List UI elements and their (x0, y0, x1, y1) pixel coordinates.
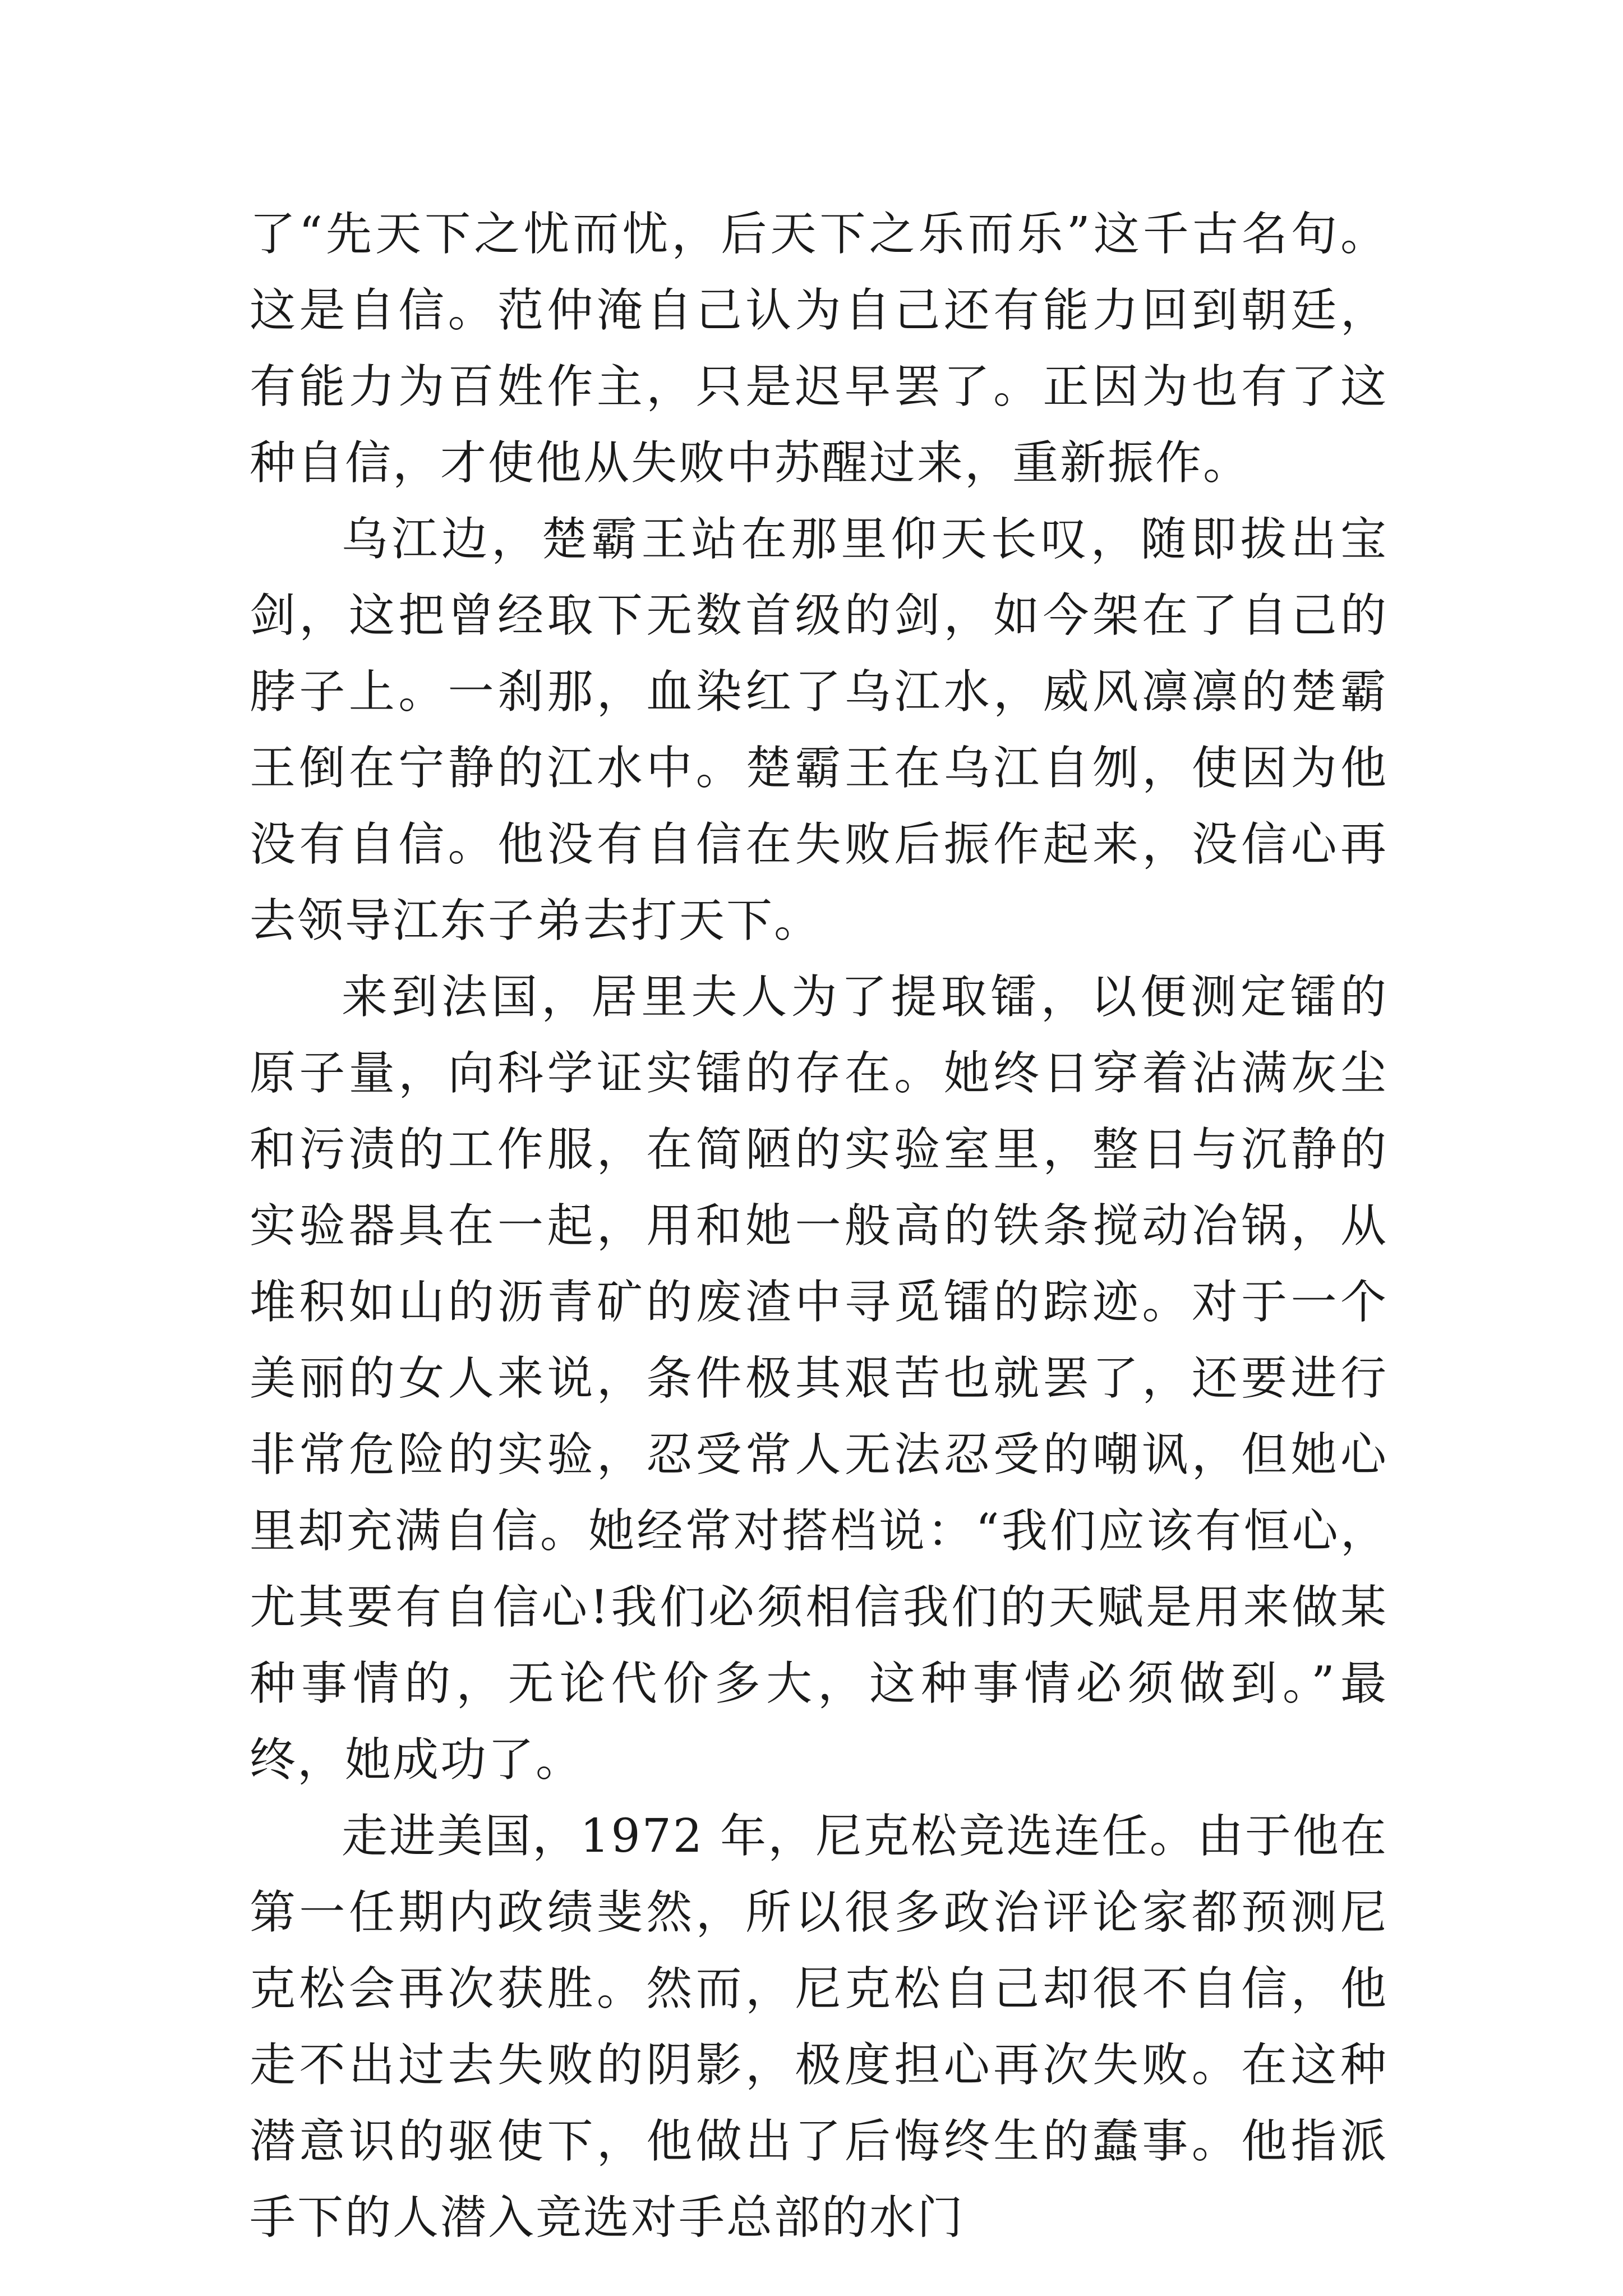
paragraph-2: 乌江边，楚霸王站在那里仰天长叹，随即拔出宝剑，这把曾经取下无数首级的剑，如今架在了自己的脖子上。一刹那，血染红了乌江水，威风凛凛的楚霸王倒在宁静的江水中。楚霸王在乌江自刎，使因为他没有自信。他没有自信在失败后振作起来，没信心再去领导江东子弟去打天下。 (250, 513, 1388, 947)
body-text (250, 196, 1388, 2256)
paragraph-4: 走进美国，1972 年，尼克松竞选连任。由于他在第一任期内政绩斐然，所以很多政治评论家都预测尼克松会再次获胜。然而，尼克松自己却很不自信，他走不出过去失败的阴影，极度担心再次失败。在这种潜意识的驱使下，他做出了后悔终生的蠢事。他指派手下的人潜入竞选对手总部的水门 (250, 1810, 1388, 2244)
paragraph-3: 来到法国，居里夫人为了提取镭，以便测定镭的原子量，向科学证实镭的存在。她终日穿着沾满灰尘和污渍的工作服，在简陋的实验室里，整日与沉静的实验器具在一起，用和她一般高的铁条搅动冶锅，从堆积如山的沥青矿的废渣中寻觅镭的踪迹。对于一个美丽的女人来说，条件极其艰苦也就罢了，还要进行非常危险的实验，忍受常人无法忍受的嘲讽，但她心里却充满自信。她经常对搭档说：“我们应该有恒心，尤其要有自信心!我们必须相信我们的天赋是用来做某种事情的，无论代价多大，这种事情必须做到。”最终，她成功了。 (250, 970, 1388, 1787)
paragraph-1: 了“先天下之忧而忧，后天下之乐而乐”这千古名句。这是自信。范仲淹自己认为自己还有能力回到朝廷，有能力为百姓作主，只是迟早罢了。正因为也有了这种自信，才使他从失败中苏醒过来，重新振作。 (250, 208, 1388, 490)
